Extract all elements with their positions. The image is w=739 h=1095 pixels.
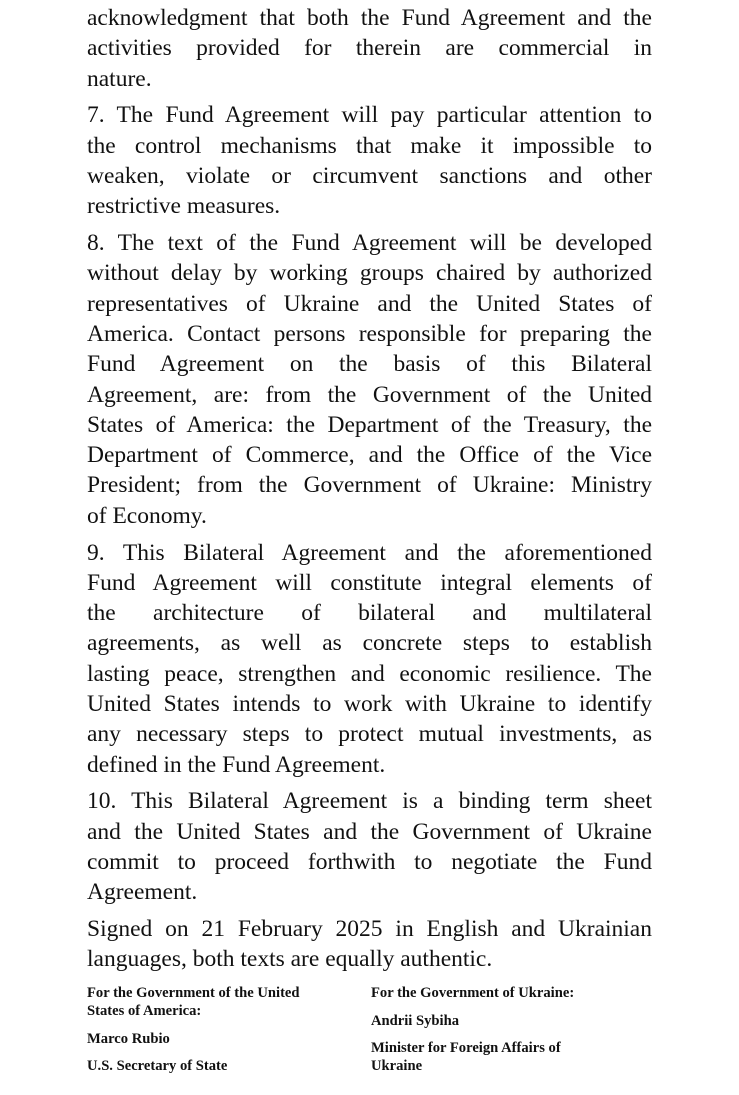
- text-line: agreements, as well as concrete steps to establish: [87, 630, 652, 657]
- us-heading-line: For the Government of the United: [87, 985, 300, 1001]
- document-body: [87, 3, 652, 981]
- text-line: Signed on 21 February 2025 in English and Ukrainian: [87, 916, 652, 943]
- text-line: without delay by working groups chaired by authorized: [87, 260, 652, 287]
- text-line: restrictive measures.: [87, 193, 281, 220]
- text-line: languages, both texts are equally authentic.: [87, 946, 493, 973]
- text-line: United States intends to work with Ukraine to identify: [87, 691, 652, 718]
- text-line: Fund Agreement will constitute integral elements of: [87, 569, 652, 596]
- text-line: States of America: the Department of the Treasury, the: [87, 411, 652, 438]
- text-line: the control mechanisms that make it impossible to: [87, 132, 652, 159]
- text-line: 9. This Bilateral Agreement and the aforementioned: [87, 539, 652, 566]
- ukraine-title-line: Ukraine: [371, 1058, 423, 1074]
- text-line: of Economy.: [87, 502, 207, 529]
- text-line: and the United States and the Government of Ukraine: [87, 818, 652, 845]
- text-line: Agreement, are: from the Government of the United: [87, 381, 652, 408]
- text-line: any necessary steps to protect mutual investments, as: [87, 721, 652, 748]
- paragraph: [87, 228, 652, 531]
- ukraine-signature: [371, 984, 671, 1075]
- text-line: defined in the Fund Agreement.: [87, 751, 386, 778]
- us-heading-line: States of America:: [87, 1003, 202, 1019]
- us-signatory-title: U.S. Secretary of State: [87, 1058, 228, 1074]
- paragraph: [87, 538, 652, 780]
- text-line: Fund Agreement on the basis of this Bilateral: [87, 351, 652, 378]
- paragraph: [87, 3, 652, 94]
- us-signatory-name: Marco Rubio: [87, 1031, 170, 1047]
- paragraph: [87, 786, 652, 907]
- text-line: the architecture of bilateral and multilateral: [87, 600, 652, 627]
- paragraph: [87, 100, 652, 221]
- text-line: activities provided for therein are commercial in: [87, 35, 652, 62]
- paragraph: [87, 914, 652, 975]
- text-line: 8. The text of the Fund Agreement will be developed: [87, 230, 652, 257]
- text-line: lasting peace, strengthen and economic resilience. The: [87, 660, 652, 687]
- ukraine-signatory-name: Andrii Sybiha: [371, 1013, 460, 1029]
- text-line: Agreement.: [87, 879, 198, 906]
- text-line: President; from the Government of Ukraine: Ministry: [87, 472, 652, 499]
- text-line: representatives of Ukraine and the United States of: [87, 290, 652, 317]
- text-line: 7. The Fund Agreement will pay particular attention to: [87, 102, 652, 129]
- text-line: America. Contact persons responsible for preparing the: [87, 320, 652, 347]
- us-signature: [87, 984, 357, 1075]
- text-line: acknowledgment that both the Fund Agreement and the: [87, 5, 652, 31]
- text-line: nature.: [87, 65, 152, 92]
- ukraine-title-line: Minister for Foreign Affairs of: [371, 1040, 561, 1056]
- text-line: Department of Commerce, and the Office of the Vice: [87, 442, 652, 469]
- text-line: weaken, violate or circumvent sanctions and other: [87, 162, 652, 189]
- text-line: 10. This Bilateral Agreement is a binding term sheet: [87, 788, 652, 815]
- ukraine-heading: For the Government of Ukraine:: [371, 985, 575, 1001]
- text-line: commit to proceed forthwith to negotiate the Fund: [87, 849, 652, 876]
